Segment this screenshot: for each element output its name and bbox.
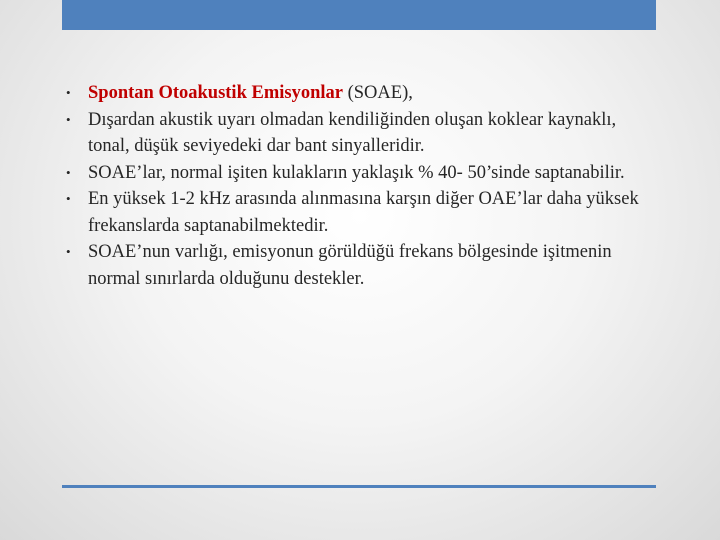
bullet-item-2	[62, 107, 662, 160]
top-accent-bar	[62, 0, 656, 30]
bullet-dot-icon: •	[66, 244, 71, 259]
bullet-2-text: Dışardan akustik uyarı olmadan kendiliğinden oluşan koklear kaynaklı, tonal, düşük seviyedeki dar bant sinyalleridir.	[88, 109, 617, 156]
bullet-4-text: En yüksek 1-2 kHz arasında alınmasına karşın diğer OAE’lar daha yüksek frekanslarda saptanabilmektedir.	[88, 189, 639, 236]
bullet-dot-icon: •	[66, 111, 71, 127]
bullet-list	[62, 80, 662, 292]
bottom-accent-line	[62, 485, 656, 488]
bullet-item-3	[62, 160, 662, 187]
bullet-dot-icon: •	[66, 191, 71, 206]
bullet-1-highlight: Spontan Otoakustik Emisyonlar	[88, 83, 343, 103]
bullet-item-4	[62, 186, 662, 239]
bullet-dot-icon: •	[66, 85, 71, 100]
bullet-1-text: (SOAE),	[342, 83, 413, 103]
bullet-5-text: SOAE’nun varlığı, emisyonun görüldüğü frekans bölgesinde işitmenin normal sınırlarda olduğunu destekler.	[88, 242, 612, 289]
bullet-dot-icon: •	[66, 164, 71, 180]
slide-content	[62, 80, 662, 292]
bullet-3-text: SOAE’lar, normal işiten kulakların yaklaşık % 40- 50’sinde saptanabilir.	[88, 162, 625, 183]
bullet-item-5	[62, 239, 662, 292]
bullet-item-1	[62, 80, 662, 107]
